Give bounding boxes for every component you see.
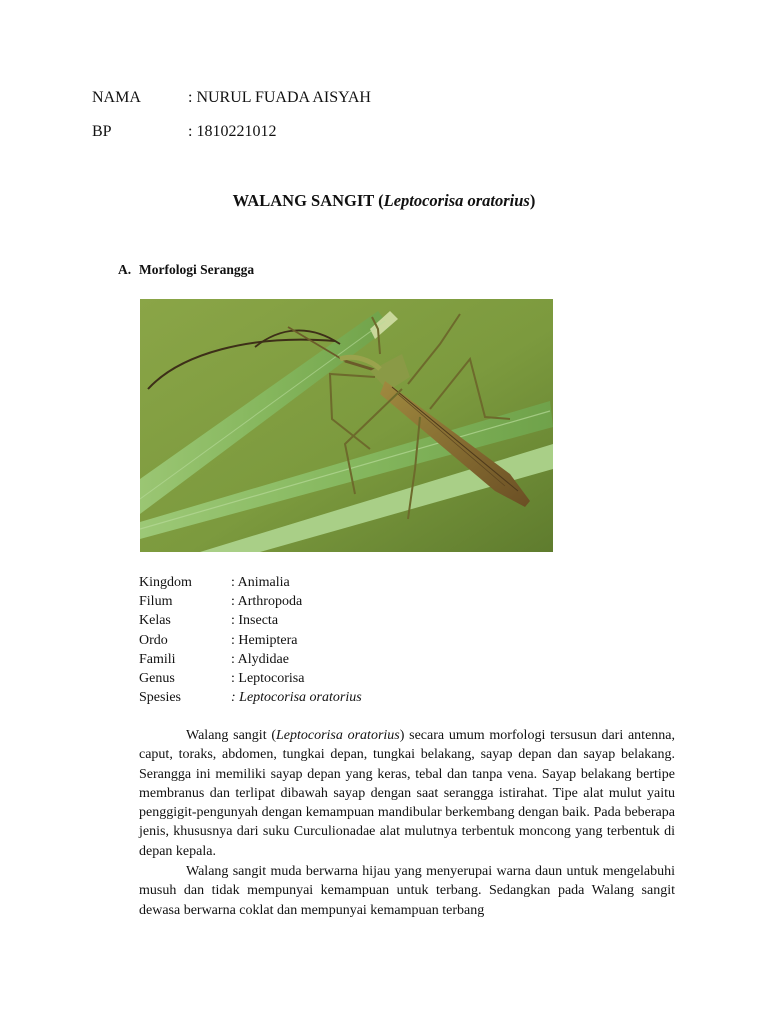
title-close: ): [529, 191, 536, 210]
taxonomy-value: : Arthropoda: [231, 594, 303, 610]
title-main: WALANG SANGIT (: [232, 191, 384, 210]
bp-row: [92, 122, 276, 142]
title-scientific-name: Leptocorisa oratorius: [383, 191, 530, 210]
paragraph-1: [139, 726, 675, 861]
paragraph-1-rest: ) secara umum morfologi tersusun dari antenna, caput, toraks, abdomen, tungkai depan, tungkai belakang, sayap depan dan sayap belakang. Serangga ini memiliki sayap depan yang keras, tebal dan tanpa vena. Sayap belakang bertipe membranus dan terlipat dibawah sayap dengan saat serangga istirahat. Tipe alat mulut yaitu penggigit-pengunyah dengan kemampuan mandibular berkembang dengan baik. Pada beberapa jenis, khususnya dari suku Curculionadae alat mulutnya terbentuk moncong yang terbentuk di depan kepala.: [139, 728, 675, 859]
taxonomy-value: : Hemiptera: [231, 632, 298, 648]
bp-value: : 1810221012: [188, 123, 277, 140]
name-label: NAMA: [92, 89, 141, 106]
taxonomy-rank: Ordo: [139, 632, 168, 648]
taxonomy-value: : Animalia: [231, 575, 290, 590]
paragraph-1-scientific-name: Leptocorisa oratorius: [275, 728, 400, 743]
taxonomy-value: : Alydidae: [231, 651, 289, 667]
section-title: Morfologi Serangga: [139, 262, 255, 277]
taxonomy-row: [139, 631, 362, 650]
taxonomy-value: : Leptocorisa: [231, 670, 305, 686]
taxonomy-row: [139, 573, 362, 592]
taxonomy-rank: Spesies: [139, 690, 181, 706]
taxonomy-rank: Genus: [139, 670, 175, 686]
document-title: [0, 191, 768, 211]
taxonomy-rank: Famili: [139, 651, 176, 667]
taxonomy-row: [139, 650, 362, 669]
bp-label: BP: [92, 123, 112, 140]
paragraph-1-start: Walang sangit (: [186, 728, 276, 743]
taxonomy-rank: Kelas: [139, 613, 171, 629]
taxonomy-value: : Insecta: [231, 613, 279, 629]
taxonomy-list: [139, 573, 362, 707]
section-heading: [118, 262, 254, 278]
name-row: [92, 88, 371, 108]
insect-illustration: [140, 299, 553, 552]
section-letter: A.: [118, 262, 132, 277]
name-value: : NURUL FUADA AISYAH: [188, 89, 371, 106]
taxonomy-rank: Kingdom: [139, 575, 192, 590]
taxonomy-row: [139, 669, 362, 688]
taxonomy-row: [139, 592, 362, 611]
insect-photo: [140, 299, 553, 552]
taxonomy-row: [139, 611, 362, 630]
paragraph-2-text: Walang sangit muda berwarna hijau yang menyerupai warna daun untuk mengelabuhi musuh dan tidak mempunyai kemampuan untuk terbang. Sedangkan pada Walang sangit dewasa berwarna coklat dan mempunyai kemampuan terbang: [139, 864, 675, 918]
paragraph-2: [139, 862, 675, 920]
taxonomy-rank: Filum: [139, 594, 173, 610]
taxonomy-row: [139, 688, 362, 707]
taxonomy-value: : Leptocorisa oratorius: [231, 690, 362, 706]
